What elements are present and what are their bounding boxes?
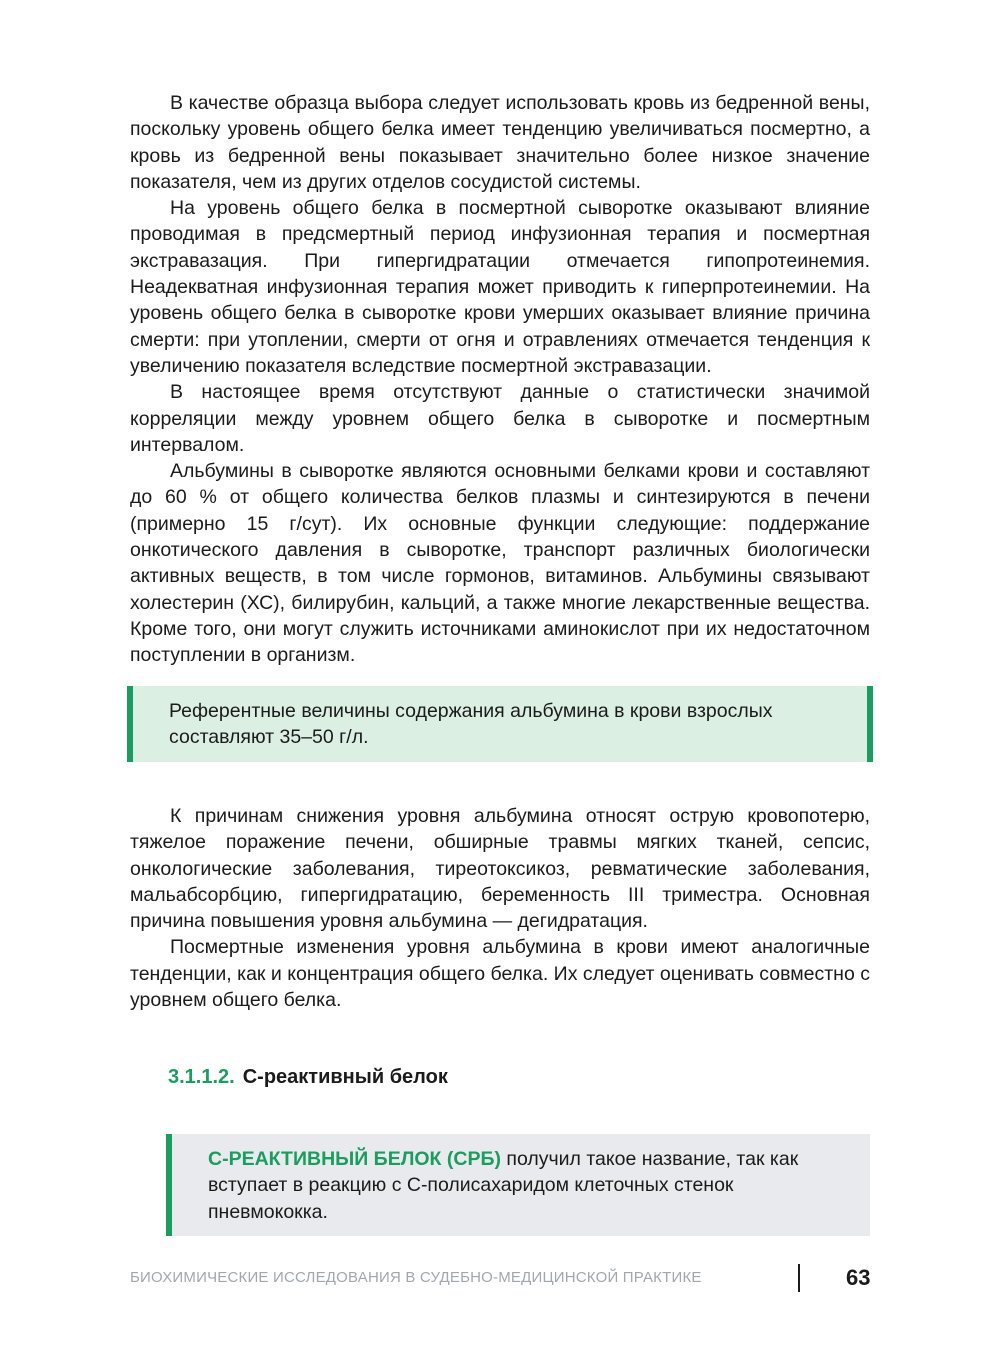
reference-values-text: Референтные величины содержания альбумина в крови взрослых составляют 35–50 г/л.	[169, 700, 773, 749]
page-number: 63	[846, 1265, 871, 1290]
paragraph-total-protein-factors: На уровень общего белка в посмертной сыворотке оказывают влияние проводимая в предсмертный период инфузионная терапия и посмертная экстравазация. При гипергидратации отмечается гипопротеинемия. Неадекватная инфузионная терапия может приводить к гиперпротеинемии. На уровень общего белка в сыворотке крови умерших оказывает влияние причина смерти: при утоплении, смерти от огня и отравлениях отмечается тенденция к увеличению показателя вследствие посмертной экстравазации.	[130, 197, 870, 377]
body-text-block-2	[130, 803, 870, 1013]
paragraph-femoral-vein: В качестве образца выбора следует использовать кровь из бедренной вены, поскольку уровень общего белка имеет тенденцию увеличиваться посмертно, а кровь из бедренной вены показывает значительно более низкое значение показателя, чем из других отделов сосудистой системы.	[130, 92, 870, 193]
body-text-block	[130, 90, 870, 669]
paragraph-albumins: Альбумины в сыворотке являются основными белками крови и составляют до 60 % от общего количества белков плазмы и синтезируются в печени (примерно 15 г/сут). Их основные функции следующие: поддержание онкотического давления в сыворотке, транспорт различных биологически активных веществ, в том числе гормонов, витаминов. Альбумины связывают холестерин (ХС), билирубин, кальций, а также многие лекарственные вещества. Кроме того, они могут служить источниками аминокислот при их недостаточном поступлении в организм.	[130, 460, 870, 667]
section-heading	[168, 1066, 448, 1089]
footer-divider	[798, 1264, 800, 1292]
paragraph-correlation: В настоящее время отсутствуют данные о статистически значимой корреляции между уровнем общего белка в сыворотке и посмертным интервалом.	[130, 381, 870, 456]
running-title: БИОХИМИЧЕСКИЕ ИССЛЕДОВАНИЯ В СУДЕБНО-МЕДИЦИНСКОЙ ПРАКТИКЕ	[130, 1269, 702, 1286]
definition-term: С-РЕАКТИВНЫЙ БЕЛОК (СРБ)	[208, 1148, 501, 1170]
definition-body: получил такое название, так как вступает в реакцию с С-полисахаридом клеточных стенок пневмококка.	[208, 1148, 799, 1223]
paragraph-albumin-decrease: К причинам снижения уровня альбумина относят острую кровопотерю, тяжелое поражение печени, обширные травмы мягких тканей, сепсис, онкологические заболевания, тиреотоксикоз, ревматические заболевания, мальабсорбцию, гипергидратацию, беременность III триместра. Основная причина повышения уровня альбумина — дегидратация.	[130, 805, 870, 933]
definition-callout	[166, 1134, 870, 1236]
definition-text	[208, 1146, 830, 1225]
section-title: С-реактивный белок	[242, 1066, 448, 1088]
paragraph-postmortem-albumin: Посмертные изменения уровня альбумина в крови имеют аналогичные тенденции, как и концентрация общего белка. Их следует оценивать совместно с уровнем общего белка.	[130, 936, 870, 1012]
reference-values-callout	[127, 686, 873, 762]
section-number: 3.1.1.2.	[168, 1066, 235, 1088]
